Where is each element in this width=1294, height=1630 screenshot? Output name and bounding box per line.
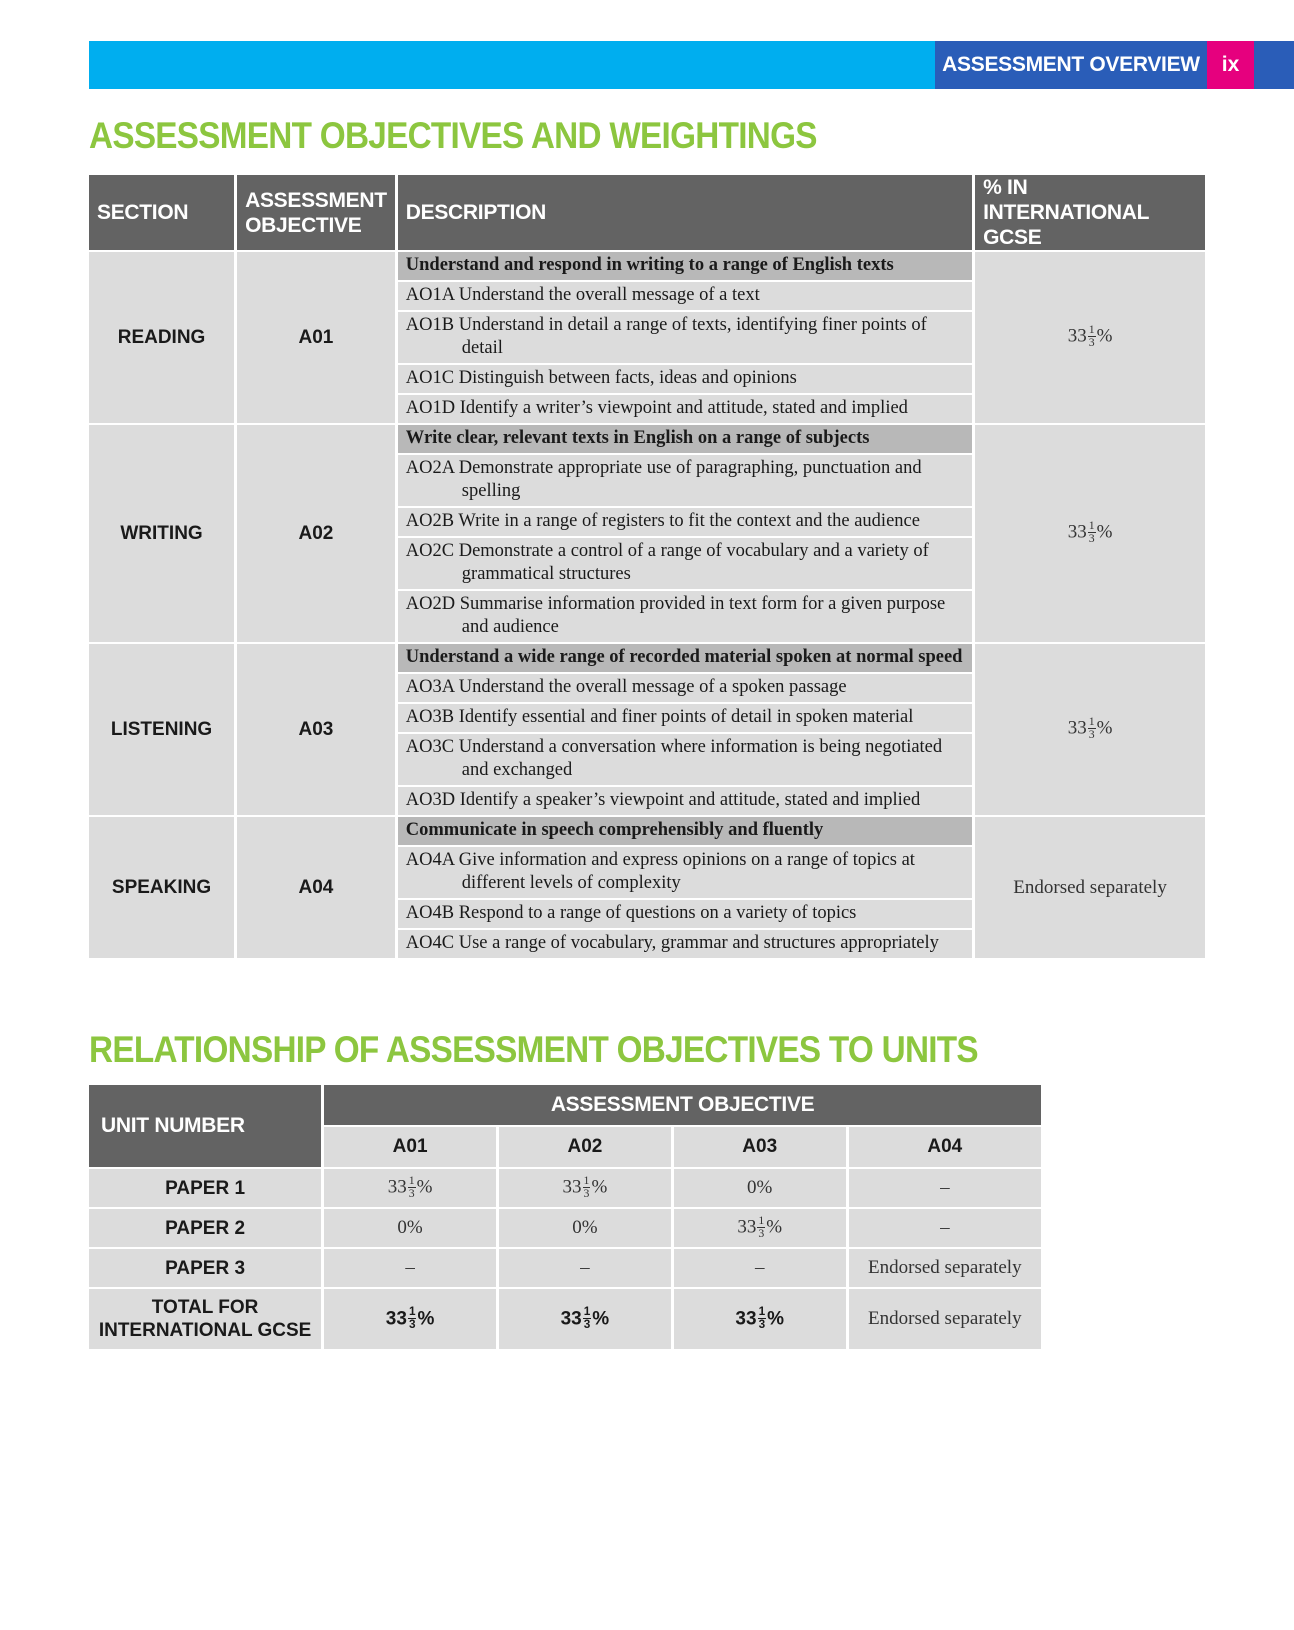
item-text: Understand a conversation where information is being negotiated and exchanged xyxy=(458,737,943,780)
weighting-cell xyxy=(975,423,1205,642)
unit-cell xyxy=(324,1247,499,1287)
col-header-description: DESCRIPTION xyxy=(398,175,975,250)
weight-fraction xyxy=(1088,324,1096,349)
weight-fraction xyxy=(758,1306,767,1331)
objective-item xyxy=(398,734,972,787)
objective-item xyxy=(398,282,972,312)
item-code: AO2C xyxy=(405,541,455,561)
section-name: READING xyxy=(89,250,237,423)
weighting-cell xyxy=(975,642,1205,815)
section-name: SPEAKING xyxy=(89,815,237,958)
weight-whole: 33 xyxy=(1067,717,1087,739)
weight-suffix: % xyxy=(1096,521,1113,543)
weight-whole: 33 xyxy=(735,1308,757,1330)
cell-text: – xyxy=(754,1257,765,1278)
cell-text: 0% xyxy=(747,1177,773,1198)
objective-item xyxy=(398,847,972,900)
unit-label: PAPER 1 xyxy=(89,1167,324,1207)
item-text: Understand the overall message of a text xyxy=(458,285,760,305)
fraction-denominator: 3 xyxy=(1088,532,1095,545)
weighting-cell xyxy=(975,250,1205,423)
item-text: Understand in detail a range of texts, identifying finer points of detail xyxy=(458,315,927,358)
cell-text: – xyxy=(940,1177,950,1198)
item-text: Demonstrate appropriate use of paragraphing, punctuation and spelling xyxy=(458,458,922,501)
fraction-denominator: 3 xyxy=(758,1226,765,1240)
fraction-denominator: 3 xyxy=(1088,336,1095,349)
running-header-title: ASSESSMENT OVERVIEW xyxy=(935,41,1207,89)
item-code: AO1B xyxy=(405,315,455,335)
weight-whole: 33 xyxy=(385,1308,407,1330)
objectives-table xyxy=(89,175,1205,958)
objective-code: A01 xyxy=(237,250,398,423)
cell-text: – xyxy=(580,1257,590,1278)
item-text: Understand the overall message of a spoken passage xyxy=(458,677,847,697)
total-cell xyxy=(674,1287,849,1349)
objective-code: A03 xyxy=(237,642,398,815)
unit-cell xyxy=(674,1247,849,1287)
ao-col-header: A01 xyxy=(324,1125,499,1167)
unit-cell xyxy=(674,1167,849,1207)
unit-cell xyxy=(849,1247,1041,1287)
weight-suffix: % xyxy=(766,1216,783,1238)
objective-row xyxy=(89,250,1205,423)
weight-suffix: % xyxy=(592,1308,610,1330)
item-text: Identify essential and finer points of detail in spoken material xyxy=(458,707,914,727)
description-cell xyxy=(398,642,975,815)
cell-text: 0% xyxy=(572,1217,598,1238)
fraction-denominator: 3 xyxy=(583,1186,590,1200)
objective-code: A04 xyxy=(237,815,398,958)
ao-col-header: A04 xyxy=(849,1125,1041,1167)
fraction-denominator: 3 xyxy=(1088,728,1095,741)
fraction-numerator: 1 xyxy=(1088,323,1095,337)
weight-fraction xyxy=(757,1215,765,1240)
cell-text: 0% xyxy=(397,1217,423,1238)
units-title: RELATIONSHIP OF ASSESSMENT OBJECTIVES TO UNITS xyxy=(89,1029,978,1070)
fraction-numerator: 1 xyxy=(583,1304,591,1318)
objective-row xyxy=(89,642,1205,815)
total-cell xyxy=(324,1287,499,1349)
objective-item xyxy=(398,312,972,365)
item-code: AO2D xyxy=(405,594,456,614)
description-cell xyxy=(398,815,975,958)
unit-cell xyxy=(499,1247,674,1287)
objective-item xyxy=(398,365,972,395)
section-name: WRITING xyxy=(89,423,237,642)
fraction-numerator: 1 xyxy=(1088,715,1095,729)
total-label-line1: TOTAL FOR xyxy=(151,1297,259,1318)
unit-row xyxy=(89,1167,1041,1207)
fraction-denominator: 3 xyxy=(408,1317,416,1331)
unit-cell xyxy=(324,1207,499,1247)
fraction-numerator: 1 xyxy=(408,1304,416,1318)
weight-whole: 33 xyxy=(737,1216,757,1238)
description-cell xyxy=(398,250,975,423)
item-code: AO3C xyxy=(405,737,455,757)
objective-item xyxy=(398,787,972,815)
weighting-text: Endorsed separately xyxy=(1013,876,1167,898)
weight-fraction xyxy=(408,1175,416,1200)
objective-row xyxy=(89,423,1205,642)
total-label xyxy=(89,1287,324,1349)
weight-whole: 33 xyxy=(1067,521,1087,543)
objective-heading: Understand and respond in writing to a range of English texts xyxy=(398,252,972,282)
cell-text: Endorsed separately xyxy=(868,1257,1022,1278)
item-code: AO2A xyxy=(405,458,455,478)
item-code: AO2B xyxy=(405,511,455,531)
total-row xyxy=(89,1287,1041,1349)
fraction-numerator: 1 xyxy=(1088,519,1095,533)
weight-whole: 33 xyxy=(387,1176,407,1198)
fraction-numerator: 1 xyxy=(758,1304,766,1318)
item-code: AO4A xyxy=(405,850,455,870)
objective-item xyxy=(398,508,972,538)
objective-heading: Understand a wide range of recorded material spoken at normal speed xyxy=(398,644,972,674)
weight-suffix: % xyxy=(1096,325,1113,347)
unit-label: PAPER 2 xyxy=(89,1207,324,1247)
objective-row xyxy=(89,815,1205,958)
weighting-cell xyxy=(975,815,1205,958)
cell-text: – xyxy=(405,1257,415,1278)
objective-item xyxy=(398,591,972,642)
section-name: LISTENING xyxy=(89,642,237,815)
description-cell xyxy=(398,423,975,642)
cell-text: Endorsed separately xyxy=(868,1308,1022,1329)
unit-cell xyxy=(324,1167,499,1207)
unit-cell xyxy=(849,1167,1041,1207)
objective-item xyxy=(398,930,972,958)
fraction-numerator: 1 xyxy=(758,1213,765,1227)
weight-fraction xyxy=(408,1306,417,1331)
unit-label: PAPER 3 xyxy=(89,1247,324,1287)
objective-item xyxy=(398,455,972,508)
weight-whole: 33 xyxy=(560,1308,582,1330)
item-code: AO1A xyxy=(405,285,455,305)
item-text: Demonstrate a control of a range of vocabulary and a variety of grammatical structures xyxy=(458,541,929,584)
objective-item xyxy=(398,704,972,734)
item-code: AO1D xyxy=(405,398,456,418)
objective-heading: Communicate in speech comprehensibly and fluently xyxy=(398,817,972,847)
weight-whole: 33 xyxy=(562,1176,582,1198)
unit-cell xyxy=(674,1207,849,1247)
item-code: AO3B xyxy=(405,707,455,727)
unit-row xyxy=(89,1247,1041,1287)
total-label-line2: INTERNATIONAL GCSE xyxy=(98,1320,312,1341)
objective-item xyxy=(398,538,972,591)
col-header-objective: ASSESSMENT OBJECTIVE xyxy=(237,175,398,250)
fraction-numerator: 1 xyxy=(408,1173,415,1187)
weight-suffix: % xyxy=(1096,717,1113,739)
cell-text: – xyxy=(940,1217,950,1238)
weight-fraction xyxy=(1088,716,1096,741)
item-text: Use a range of vocabulary, grammar and structures appropriately xyxy=(458,933,939,953)
units-table xyxy=(89,1085,1041,1349)
item-text: Respond to a range of questions on a variety of topics xyxy=(458,903,857,923)
unit-row xyxy=(89,1207,1041,1247)
unit-cell xyxy=(499,1207,674,1247)
weight-fraction xyxy=(583,1175,591,1200)
item-text: Distinguish between facts, ideas and opinions xyxy=(458,368,797,388)
total-cell xyxy=(849,1287,1041,1349)
ao-group-header: ASSESSMENT OBJECTIVE xyxy=(324,1085,1041,1125)
item-code: AO3D xyxy=(405,790,456,810)
objective-item xyxy=(398,900,972,930)
objective-code: A02 xyxy=(237,423,398,642)
item-code: AO3A xyxy=(405,677,455,697)
weight-suffix: % xyxy=(767,1308,785,1330)
objective-heading: Write clear, relevant texts in English on a range of subjects xyxy=(398,425,972,455)
item-code: AO4C xyxy=(405,933,455,953)
item-text: Identify a writer’s viewpoint and attitude, stated and implied xyxy=(459,398,908,418)
fraction-denominator: 3 xyxy=(758,1317,766,1331)
item-text: Give information and express opinions on a range of topics at different levels of complexity xyxy=(458,850,915,893)
total-cell xyxy=(499,1287,674,1349)
objectives-title: ASSESSMENT OBJECTIVES AND WEIGHTINGS xyxy=(89,115,817,156)
weight-suffix: % xyxy=(416,1176,433,1198)
weight-fraction xyxy=(1088,520,1096,545)
unit-cell xyxy=(849,1207,1041,1247)
ao-col-header: A03 xyxy=(674,1125,849,1167)
weight-whole: 33 xyxy=(1067,325,1087,347)
item-code: AO1C xyxy=(405,368,455,388)
item-text: Write in a range of registers to fit the context and the audience xyxy=(458,511,920,531)
objective-item xyxy=(398,674,972,704)
unit-cell xyxy=(499,1167,674,1207)
weight-suffix: % xyxy=(417,1308,435,1330)
fraction-denominator: 3 xyxy=(583,1317,591,1331)
col-header-section: SECTION xyxy=(89,175,237,250)
fraction-numerator: 1 xyxy=(583,1173,590,1187)
objective-item xyxy=(398,395,972,423)
item-text: Identify a speaker’s viewpoint and attitude, stated and implied xyxy=(459,790,921,810)
item-code: AO4B xyxy=(405,903,455,923)
col-header-percent: % IN INTERNATIONAL GCSE xyxy=(975,175,1205,250)
weight-fraction xyxy=(583,1306,592,1331)
item-text: Summarise information provided in text form for a given purpose and audience xyxy=(459,594,946,637)
fraction-denominator: 3 xyxy=(408,1186,415,1200)
ao-col-header: A02 xyxy=(499,1125,674,1167)
page-number: ix xyxy=(1207,41,1254,89)
unit-number-header: UNIT NUMBER xyxy=(89,1085,324,1167)
header-bar-end xyxy=(1254,41,1294,89)
weight-suffix: % xyxy=(591,1176,608,1198)
